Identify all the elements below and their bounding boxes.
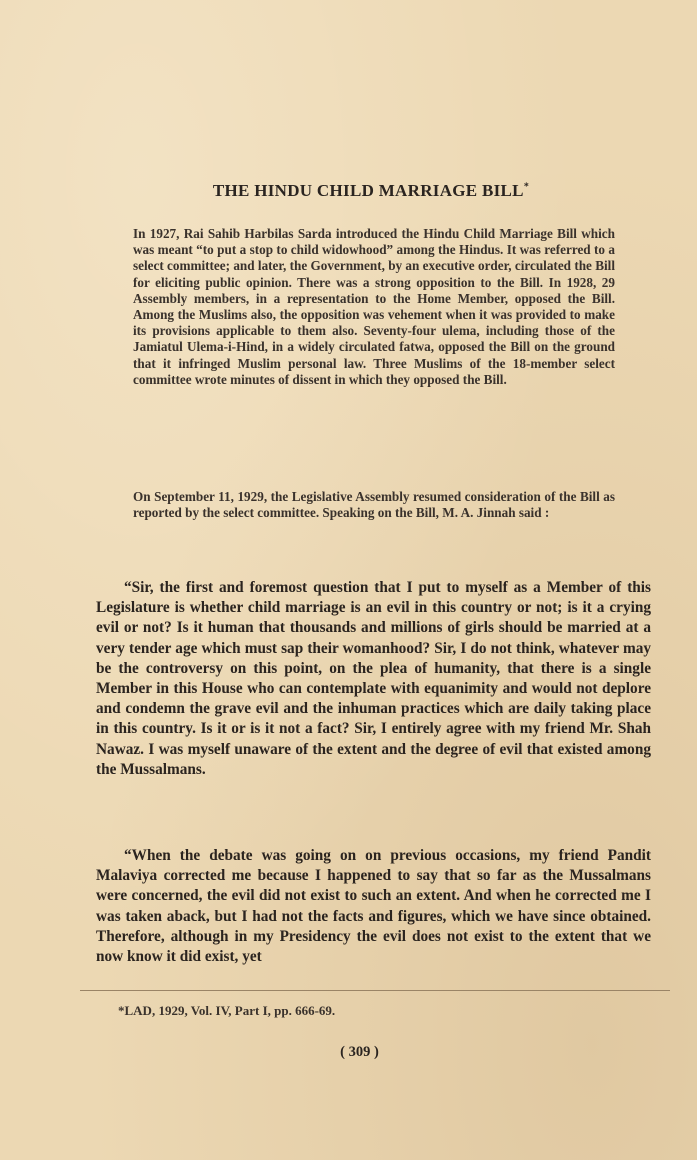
speech-paragraph-2: “When the debate was going on on previous occasions, my friend Pandit Malaviya corrected me because I happened to say that so far as the Mussalmans were concerned, the evil did not exist to such an extent. And when he corrected me I was taken aback, but I had not the facts and figures, which we have since obtained. Therefore, although in my Presidency the evil does not exist to the extent that we now know it did exist, yet: [96, 847, 651, 966]
intro-paragraph-1: In 1927, Rai Sahib Harbilas Sarda introduced the Hindu Child Marriage Bill which was meant “to put a stop to child widowhood” among the Hindus. It was referred to a select committee; and later, the Government, by an executive order, circulated the Bill for eliciting public opinion. There was a strong opposition to the Bill. In 1928, 29 Assembly members, in a representation to the Home Member, opposed the Bill. Among the Muslims also, the opposition was vehement when it was provided to make its provisions applicable to them also. Seventy-four ulema, including those of the Jamiatul Ulema-i-Hind, in a widely circulated fatwa, opposed the Bill on the ground that it infringed Muslim personal law. Three Muslims of the 18-member select committee wrote minutes of dissent in which they opposed the Bill.: [133, 226, 615, 387]
footnote-divider: [80, 990, 670, 991]
page-title: [0, 181, 697, 201]
footnote: *LAD, 1929, Vol. IV, Part I, pp. 666-69.: [118, 1003, 336, 1018]
page-number: ( 309 ): [340, 1044, 379, 1060]
speech-paragraph-1: “Sir, the first and foremost question that I put to myself as a Member of this Legislature is whether child marriage is an evil in this country or not; is it a crying evil or not? Is it human that thousands and millions of girls should be married at a very tender age which must sap their womanhood? Sir, I do not think, whatever may be the controversy on this point, on the plea of humanity, that there is a single Member in this House who can contemplate with equanimity and would not deplore and condemn the grave evil and the inhuman practices which are daily taking place in this country. Is it or is it not a fact? Sir, I entirely agree with my friend Mr. Shah Nawaz. I was myself unaware of the extent and the degree of evil that existed among the Mussalmans.: [96, 579, 651, 778]
footnote-marker: *: [523, 181, 530, 193]
title-text: THE HINDU CHILD MARRIAGE BILL: [212, 181, 524, 201]
intro-paragraph-2: On September 11, 1929, the Legislative Assembly resumed consideration of the Bill as reported by the select committee. Speaking on the Bill, M. A. Jinnah said :: [133, 489, 615, 521]
